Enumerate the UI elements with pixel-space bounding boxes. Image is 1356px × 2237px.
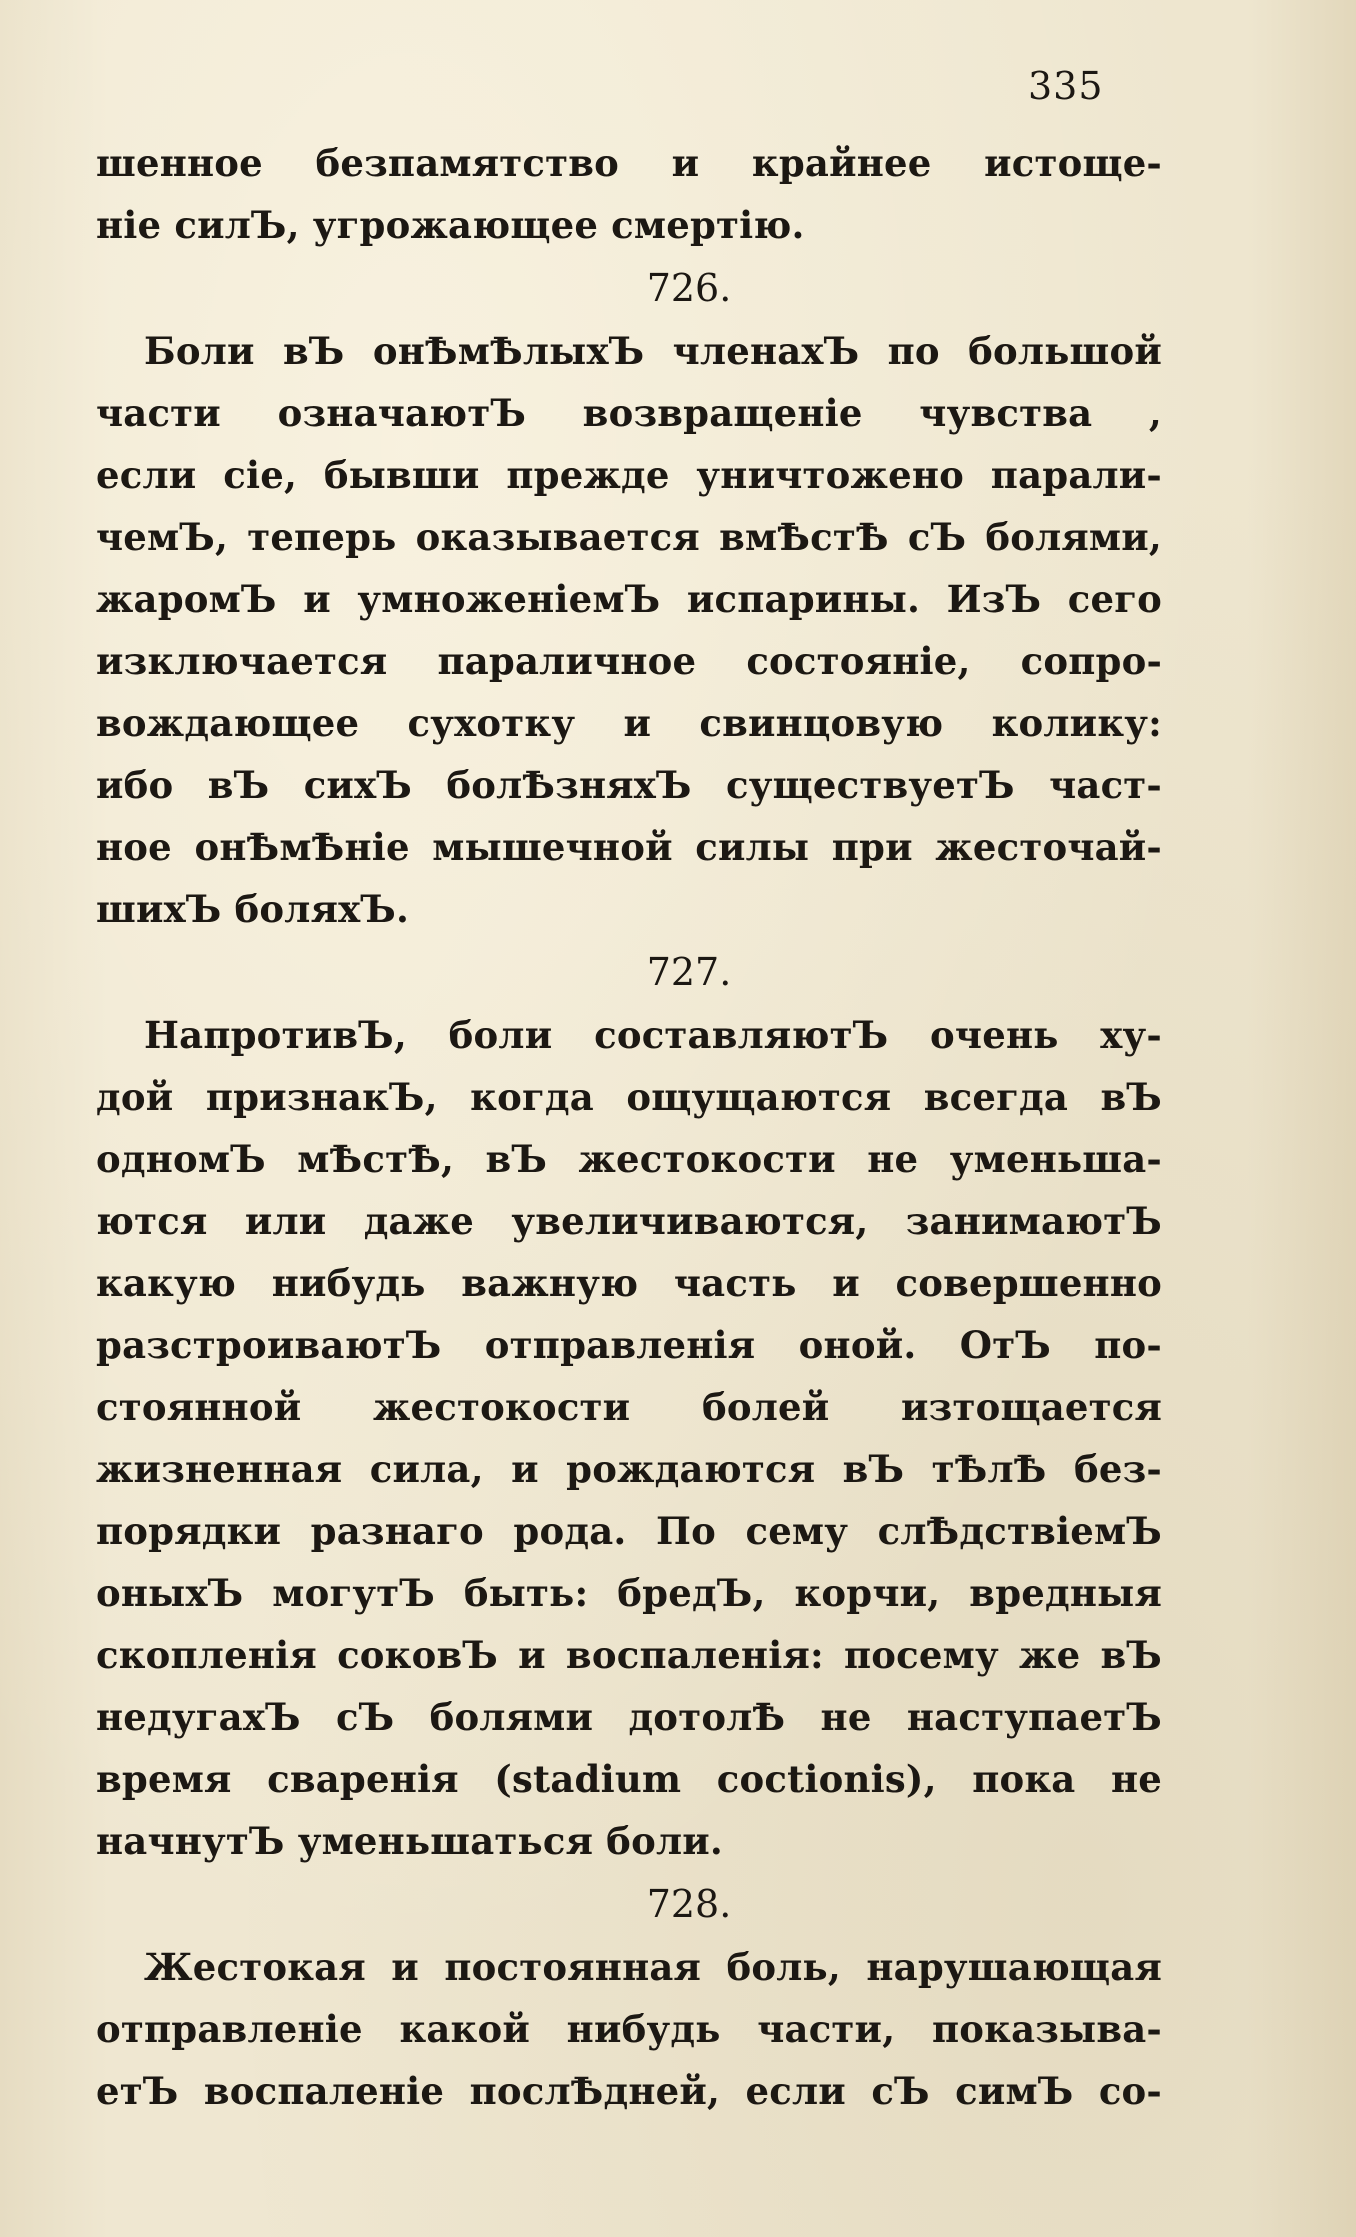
section-number: 726. [646,266,732,310]
text-line: какую нибудь важную часть и совершенно [96,1261,1162,1305]
text-line: разстроиваютЪ отправленія оной. ОтЪ по- [96,1323,1162,1367]
text-line: недугахЪ сЪ болями дотолѢ не наступаетЪ [96,1695,1162,1739]
text-line: части означаютЪ возвращеніе чувства , [96,391,1162,435]
text-line: шенное безпамятство и крайнее истоще- [96,141,1162,185]
text-line: ное онѢмѢніе мышечной силы при жесточай- [96,825,1162,869]
text-line: время сваренія (stadium coctionis), пока не [96,1757,1162,1801]
text-line: скопленія соковЪ и воспаленія: посему же вЪ [96,1633,1162,1677]
text-line: порядки разнаго рода. По сему слѢдствіемЪ [96,1509,1162,1553]
text-line: отправленіе какой нибудь части, показыва- [96,2007,1162,2051]
text-line: жаромЪ и умноженіемЪ испарины. ИзЪ сего [96,577,1162,621]
page-number: 335 [1028,64,1104,108]
text-line: начнутЪ уменьшаться боли. [96,1819,723,1863]
paragraph-first-line: Боли вЪ онѢмѢлыхЪ членахЪ по большой [144,329,1162,373]
text-line: шихЪ боляхЪ. [96,887,410,931]
text-line: етЪ воспаленіе послѢдней, если сЪ симЪ со- [96,2069,1162,2113]
section-number: 727. [646,950,732,994]
text-line: жизненная сила, и рождаются вЪ тѢлѢ без- [96,1447,1162,1491]
text-line: чемЪ, теперь оказывается вмѢстѢ сЪ болями, [96,515,1162,559]
text-line: одномЪ мѢстѢ, вЪ жестокости не уменьша- [96,1137,1162,1181]
text-line: изключается параличное состояніе, сопро- [96,639,1162,683]
text-line: если сіе, бывши прежде уничтожено парали- [96,453,1162,497]
paragraph-first-line: НапротивЪ, боли составляютЪ очень ху- [144,1013,1162,1057]
text-line: стоянной жестокости болей изтощается [96,1385,1162,1429]
text-line: ніе силЪ, угрожающее смертію. [96,203,805,247]
text-line: оныхЪ могутЪ быть: бредЪ, корчи, вредныя [96,1571,1162,1615]
section-number: 728. [646,1882,732,1926]
text-line: ются или даже увеличиваются, занимаютЪ [96,1199,1162,1243]
text-body [96,132,1162,2122]
text-line: ибо вЪ сихЪ болѢзняхЪ существуетЪ част- [96,763,1162,807]
paragraph-first-line: Жестокая и постоянная боль, нарушающая [144,1945,1162,1989]
text-line: вождающее сухотку и свинцовую колику: [96,701,1162,745]
text-line: дой признакЪ, когда ощущаются всегда вЪ [96,1075,1162,1119]
